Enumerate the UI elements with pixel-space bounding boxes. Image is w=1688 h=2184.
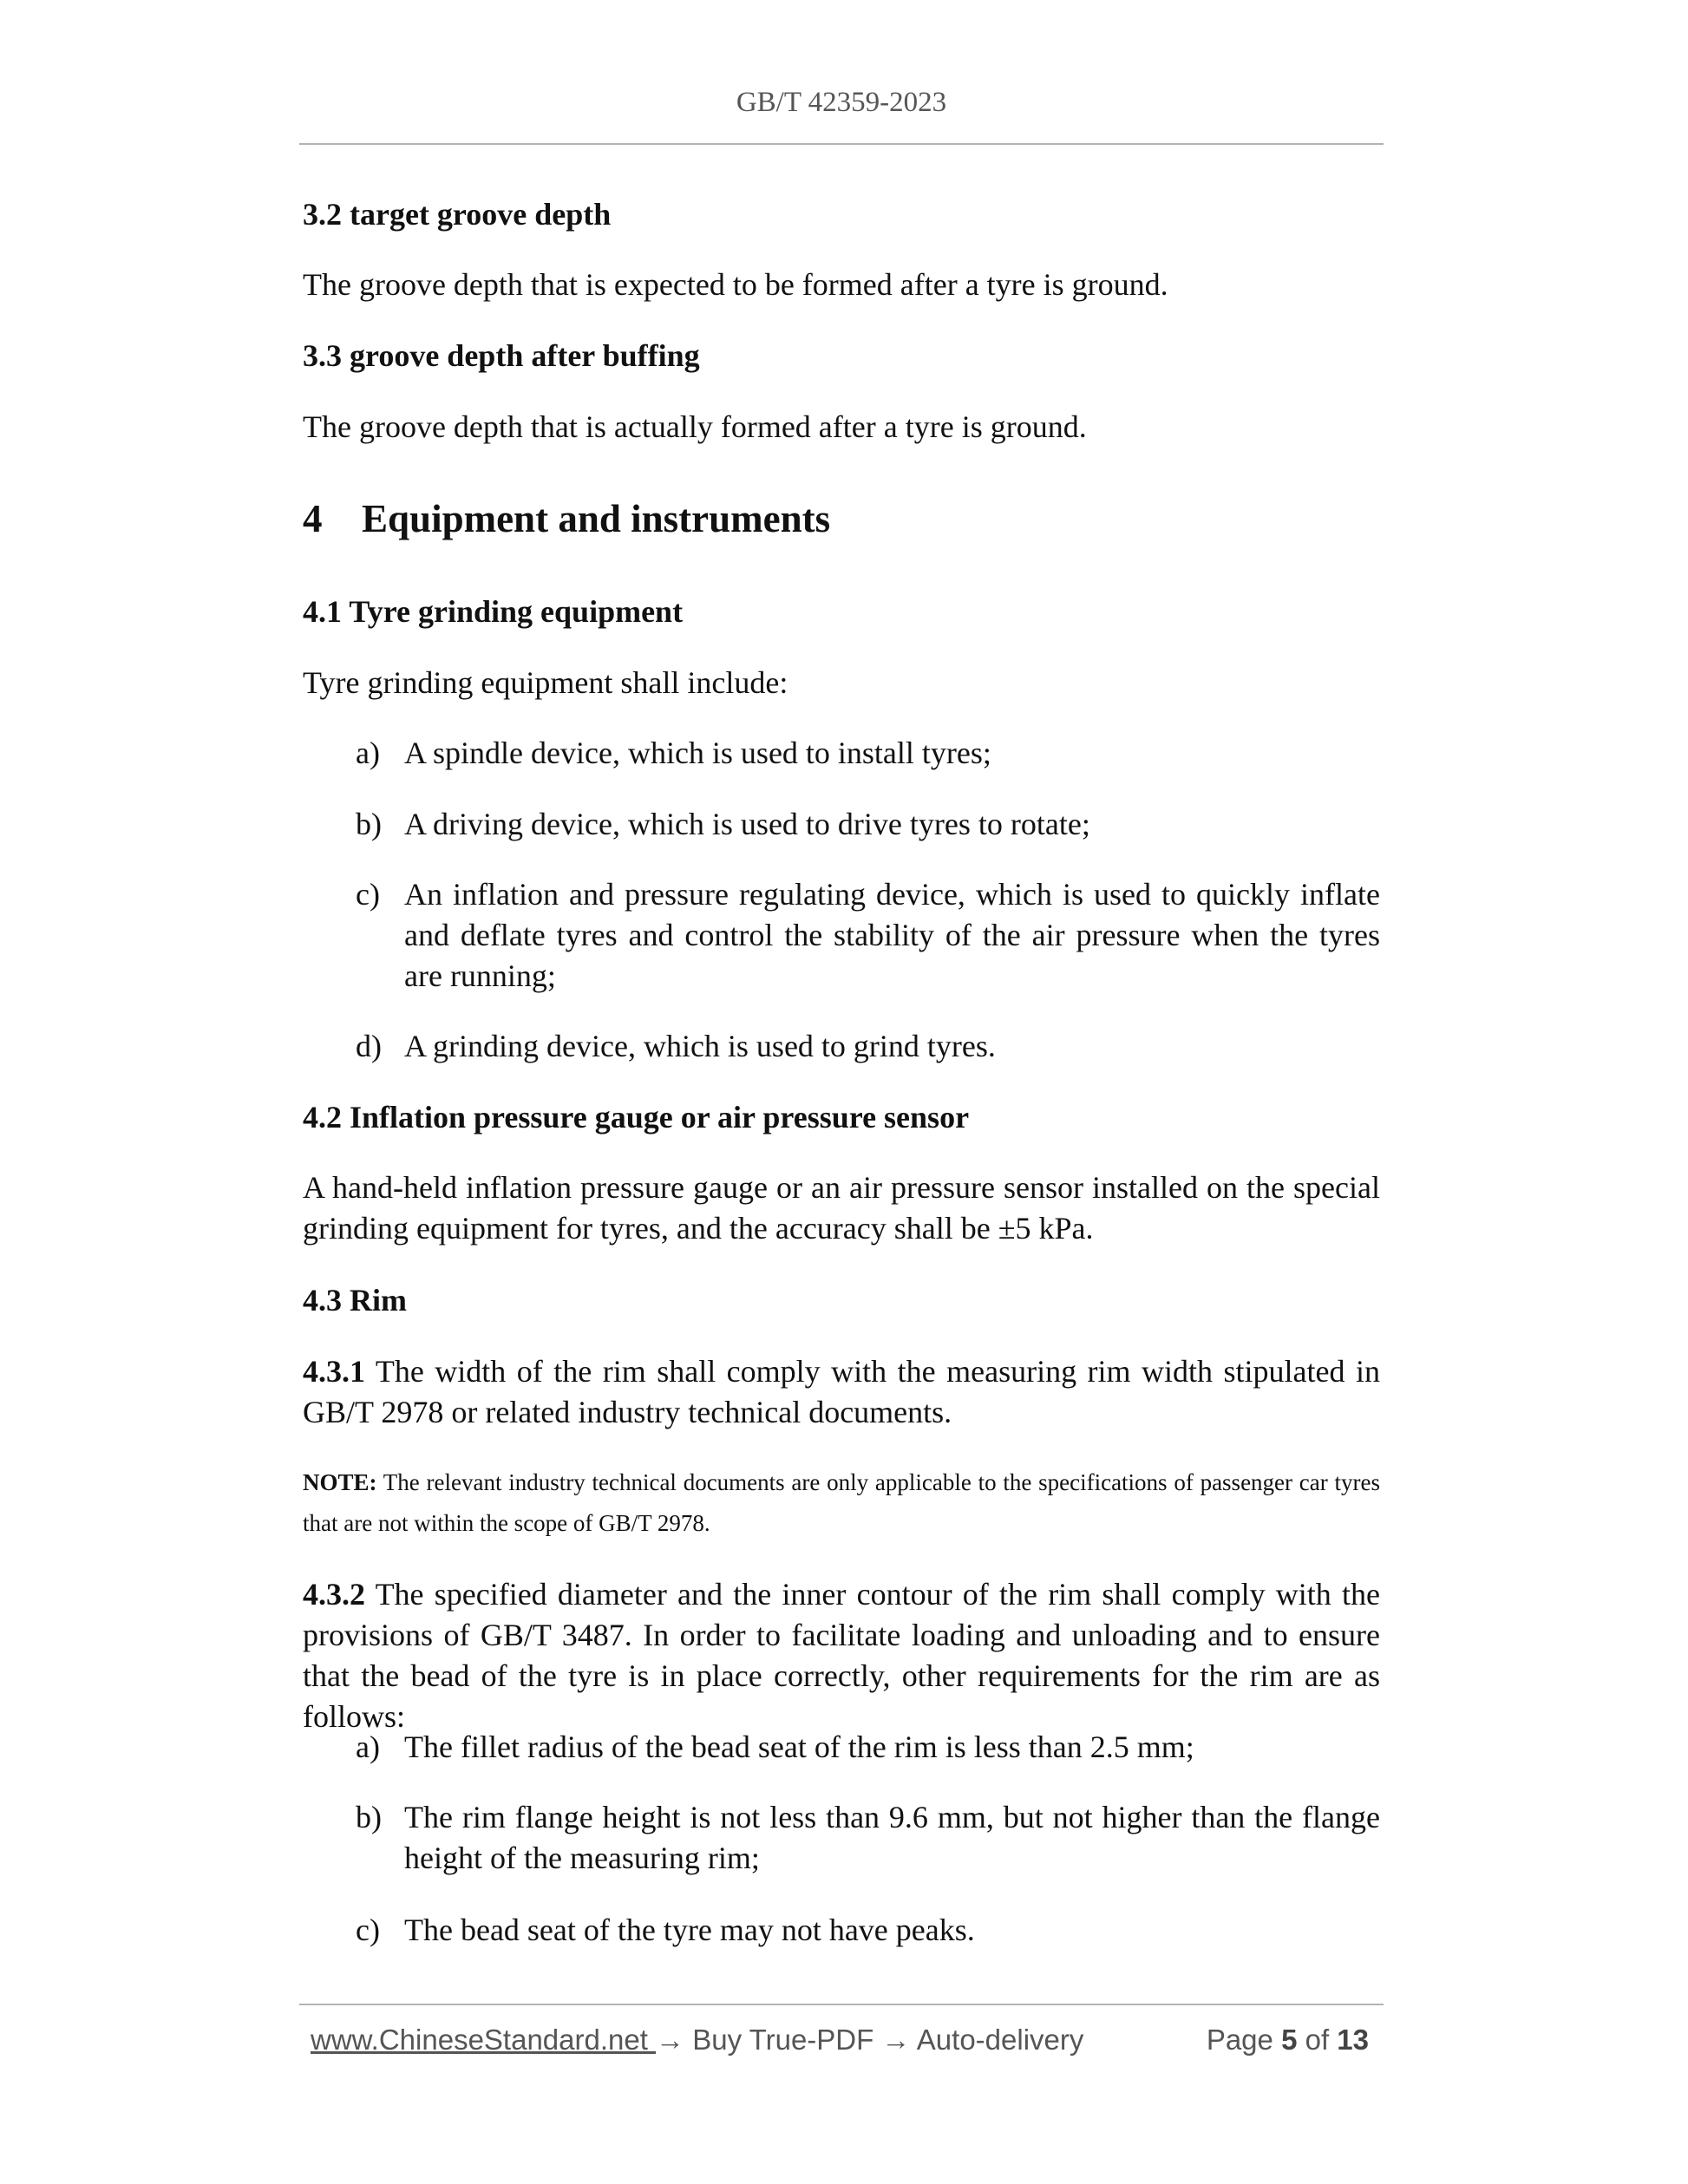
clause-3-2-heading: 3.2 target groove depth [303, 197, 612, 232]
section-4-title: Equipment and instruments [362, 497, 831, 540]
clause-4-1-intro: Tyre grinding equipment shall include: [303, 665, 788, 700]
list-item [356, 1026, 1380, 1067]
clause-3-3-heading: 3.3 groove depth after buffing [303, 338, 700, 373]
list-item [356, 804, 1380, 845]
note-label: NOTE: [303, 1469, 377, 1495]
list-marker: c) [356, 1913, 380, 1947]
website-link[interactable]: www.ChineseStandard.net [311, 2024, 657, 2056]
total-pages: 13 [1337, 2024, 1369, 2056]
list-marker: a) [356, 736, 380, 770]
list-marker: b) [356, 1800, 382, 1834]
clause-4-3-2-text [303, 1574, 1380, 1737]
list-text: The fillet radius of the bead seat of the rim is less than 2.5 mm; [404, 1730, 1194, 1764]
current-page: 5 [1281, 2024, 1298, 2056]
section-4-number: 4 [303, 497, 323, 540]
list-marker: a) [356, 1730, 380, 1764]
of-word: of [1297, 2024, 1338, 2056]
list-item [356, 1797, 1380, 1879]
list-item [356, 1727, 1380, 1768]
list-item [356, 874, 1380, 997]
note-text: The relevant industry technical documents are only applicable to the specifications of passenger car tyres that are not within the scope of GB/T 2978. [303, 1469, 1380, 1536]
clause-4-3-2-label: 4.3.2 [303, 1577, 365, 1612]
clause-4-2-heading: 4.2 Inflation pressure gauge or air pressure sensor [303, 1100, 970, 1135]
footer-promo [311, 2024, 1083, 2056]
header-divider [299, 143, 1384, 145]
list-text: The rim flange height is not less than 9.6 mm, but not higher than the flange height of the measuring rim; [404, 1800, 1380, 1875]
list-text: A grinding device, which is used to grind tyres. [404, 1029, 996, 1063]
list-text: The bead seat of the tyre may not have peaks. [404, 1913, 975, 1947]
note-block [303, 1462, 1380, 1544]
list-marker: c) [356, 877, 380, 912]
list-marker: d) [356, 1029, 382, 1063]
clause-3-2-text: The groove depth that is expected to be formed after a tyre is ground. [303, 267, 1168, 302]
page-word: Page [1206, 2024, 1282, 2056]
list-text: A driving device, which is used to drive tyres to rotate; [404, 807, 1090, 841]
list-text: An inflation and pressure regulating device, which is used to quickly inflate and deflate tyres and control the stability of the air pressure when the tyres are running; [404, 877, 1380, 993]
page-footer [311, 2024, 1369, 2067]
clause-3-3-text: The groove depth that is actually formed after a tyre is ground. [303, 409, 1087, 444]
clause-4-1-heading: 4.1 Tyre grinding equipment [303, 594, 684, 629]
clause-4-3-1-body: The width of the rim shall comply with the measuring rim width stipulated in GB/T 2978 or related industry technical documents. [303, 1354, 1380, 1429]
page-header: GB/T 42359-2023 [736, 87, 947, 118]
clause-4-3-heading: 4.3 Rim [303, 1283, 407, 1318]
clause-4-3-1-text [303, 1351, 1380, 1433]
clause-4-3-2-body: The specified diameter and the inner contour of the rim shall comply with the provisions of GB/T 3487. In order to facilitate loading and unloading and to ensure that the bead of the tyre is in place correctly, other requirements for the rim are as follows: [303, 1577, 1380, 1734]
clause-4-3-1-label: 4.3.1 [303, 1354, 365, 1389]
clause-4-2-text: A hand-held inflation pressure gauge or an air pressure sensor installed on the special grinding equipment for tyres, and the accuracy shall be ±5 kPa. [303, 1170, 1380, 1246]
page-number [1207, 2024, 1369, 2056]
footer-divider [299, 2004, 1384, 2005]
list-text: A spindle device, which is used to install tyres; [404, 736, 991, 770]
footer-promo-text: → Buy True-PDF → Auto-delivery [656, 2024, 1084, 2056]
list-item [356, 1910, 1380, 1951]
list-marker: b) [356, 807, 382, 841]
list-item [356, 733, 1380, 774]
section-4-heading [303, 494, 1380, 543]
